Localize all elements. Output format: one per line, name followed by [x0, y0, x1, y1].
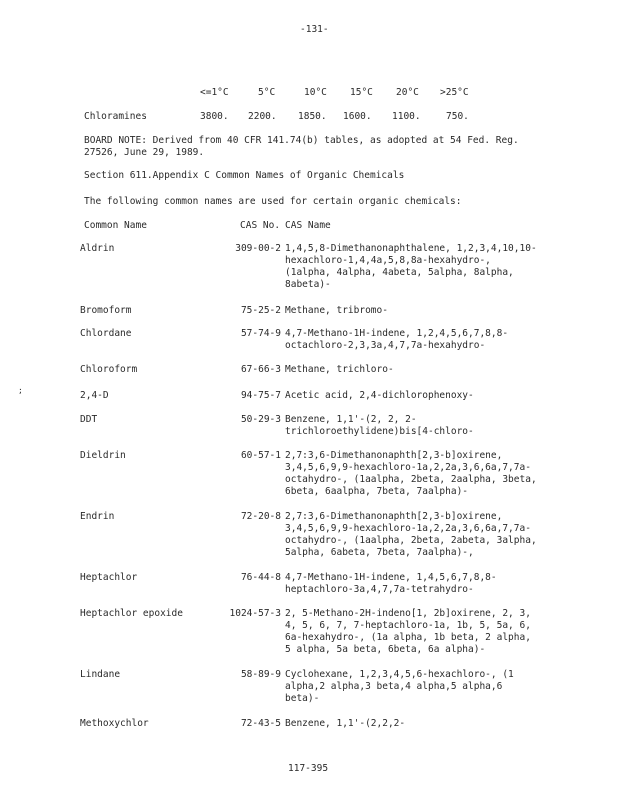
cas-name: Benzene, 1,1'-(2,2,2- [285, 718, 406, 729]
page-footer-number: 117-395 [288, 763, 329, 774]
table-header-cell: 15°C [350, 87, 373, 98]
cas-name: Cyclohexane, 1,2,3,4,5,6-hexachloro-, (1 alpha,2 alpha,3 beta,4 alpha,5 alpha,6 beta)- [285, 669, 514, 704]
cas-number: 76-44-8 [240, 572, 281, 583]
table-header-cell: <=1°C [200, 87, 229, 98]
cas-number: 309-00-2 [235, 243, 281, 254]
cas-number: 75-25-2 [240, 305, 281, 316]
cas-name: 2, 5-Methano-2H-indeno[1, 2b]oxirene, 2, 3, 4, 5, 6, 7, 7-heptachloro-1a, 1b, 5, 5a, 6, 6a-hexahydro-, (1a alpha, 1b beta, 2 alpha, 5 alpha, 5a beta, 6beta, 6a alpha)- [285, 608, 531, 655]
table-cell: 3800. [200, 111, 229, 122]
common-name: Methoxychlor [80, 718, 149, 729]
common-name: Aldrin [80, 243, 115, 254]
cas-name: Benzene, 1,1'-(2, 2, 2- trichloroethylidene)bis[4-chloro- [285, 414, 474, 437]
table-cell: 1600. [343, 111, 372, 122]
table-header-cell: 20°C [396, 87, 419, 98]
table-header-cell: 10°C [304, 87, 327, 98]
cas-name: 2,7:3,6-Dimethanonaphth[2,3-b]oxirene, 3,4,5,6,9,9-hexachloro-1a,2,2a,3,6,6a,7,7a- octahydro-, (1aalpha, 2beta, 2aalpha, 3beta, 6beta, 6aalpha, 7beta, 7aalpha)- [285, 450, 537, 497]
common-name: Chloroform [80, 364, 138, 375]
common-name: Chlordane [80, 328, 132, 339]
cas-name: Acetic acid, 2,4-dichlorophenoxy- [285, 390, 474, 401]
cas-number: 58-89-9 [240, 669, 281, 680]
cas-name: Methane, tribromo- [285, 305, 388, 316]
cas-number: 57-74-9 [240, 328, 281, 339]
table-cell: 2200. [248, 111, 277, 122]
cas-number: 67-66-3 [240, 364, 281, 375]
common-name: Bromoform [80, 305, 132, 316]
common-name: Dieldrin [80, 450, 126, 461]
cas-number: 1024-57-3 [229, 608, 281, 619]
board-note-line: BOARD NOTE: Derived from 40 CFR 141.74(b) tables, as adopted at 54 Fed. Reg. [84, 135, 519, 146]
common-name: Lindane [80, 669, 121, 680]
common-name: 2,4-D [80, 390, 109, 401]
table-cell: 1850. [298, 111, 327, 122]
table-header-cell: 5°C [258, 87, 276, 98]
table-cell: 1100. [392, 111, 421, 122]
cas-number: 50-29-3 [240, 414, 281, 425]
cas-number: 72-20-8 [240, 511, 281, 522]
cas-name: 4,7-Methano-1H-indene, 1,4,5,6,7,8,8- heptachloro-3a,4,7,7a-tetrahydro- [285, 572, 497, 595]
cas-name: Methane, trichloro- [285, 364, 394, 375]
page-number-top: -131- [300, 24, 329, 35]
cas-number: 72-43-5 [240, 718, 281, 729]
common-name: Endrin [80, 511, 115, 522]
cas-number: 60-57-1 [240, 450, 281, 461]
common-name: DDT [80, 414, 98, 425]
margin-mark: ; [18, 386, 23, 395]
cas-name: 4,7-Methano-1H-indene, 1,2,4,5,6,7,8,8- octachloro-2,3,3a,4,7,7a-hexahydro- [285, 328, 509, 351]
section-intro: The following common names are used for certain organic chemicals: [84, 196, 462, 207]
table-cell: 750. [446, 111, 469, 122]
column-header-cas-name: CAS Name [285, 220, 331, 231]
cas-name: 2,7:3,6-Dimethanonaphth[2,3-b]oxirene, 3,4,5,6,9,9-hexachloro-1a,2,2a,3,6,6a,7,7a- octahydro-, (1aalpha, 2beta, 2abeta, 3alpha, 5alpha, 6abeta, 7beta, 7aalpha)-, [285, 511, 537, 558]
common-name: Heptachlor epoxide [80, 608, 183, 619]
column-header-common-name: Common Name [84, 220, 147, 231]
table-header-cell: >25°C [440, 87, 469, 98]
cas-number: 94-75-7 [240, 390, 281, 401]
column-header-cas-no: CAS No. [240, 220, 281, 231]
section-title: Section 611.Appendix C Common Names of Organic Chemicals [84, 170, 405, 181]
common-name: Heptachlor [80, 572, 138, 583]
board-note-line: 27526, June 29, 1989. [84, 147, 205, 158]
cas-name: 1,4,5,8-Dimethanonaphthalene, 1,2,3,4,10,10- hexachloro-1,4,4a,5,8,8a-hexahydro-, (1alpha, 4alpha, 4abeta, 5alpha, 8alpha, 8abeta)- [285, 243, 537, 290]
table-row-label: Chloramines [84, 111, 147, 122]
